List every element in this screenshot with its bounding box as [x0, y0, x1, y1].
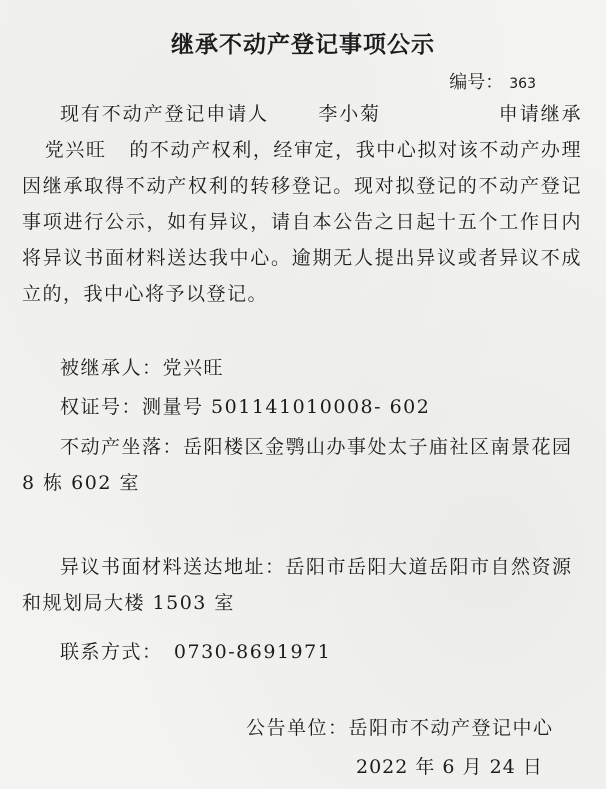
- certificate-label: 权证号：: [60, 396, 143, 418]
- decedent-name: 党兴旺: [44, 139, 107, 161]
- objection-address-line: [22, 549, 584, 621]
- heir-label: 被继承人：: [60, 357, 163, 379]
- intro-text-2: 申请继承: [498, 103, 582, 125]
- heir-line: [22, 350, 584, 386]
- issuer-line: [246, 713, 554, 740]
- issuer-label: 公告单位：: [246, 717, 349, 739]
- location-label: 不动产坐落：: [60, 436, 184, 458]
- intro-text-1: 现有不动产登记申请人: [60, 103, 269, 125]
- intro-text-3: 的不动产权利，经审定，我中心拟对该不动产办理因继承取得不动产权利的转移登记。现对拟登记的不动产登记事项进行公示，如有异议，请自本公告之日起十五个工作日内将异议书面材料送达我中心。逾期无人提出异议或者异议不成立的，我中心将予以登记。: [22, 139, 582, 305]
- contact-line: [22, 634, 584, 670]
- serial-label: 编号：: [449, 72, 504, 93]
- objection-address-label: 异议书面材料送达地址：: [60, 556, 286, 578]
- notice-paragraph: [22, 96, 582, 312]
- serial-number-line: [449, 68, 536, 94]
- heir-value: 党兴旺: [162, 357, 225, 379]
- contact-label: 联系方式：: [60, 641, 163, 663]
- issuer-value: 岳阳市不动产登记中心: [348, 717, 554, 739]
- issue-date: 2022 年 6 月 24 日: [356, 756, 543, 778]
- objection-address-value: 岳阳市岳阳大道岳阳市自然资源和规划局大楼 1503 室: [22, 556, 573, 614]
- document-title: 继承不动产登记事项公示: [171, 32, 435, 58]
- location-line: [22, 429, 584, 501]
- certificate-line: [22, 389, 584, 425]
- certificate-value: 测量号 501141010008- 602: [142, 396, 431, 418]
- serial-number: 363: [509, 76, 536, 92]
- applicant-name: 李小菊: [318, 103, 381, 125]
- location-value: 岳阳楼区金鹗山办事处太子庙社区南景花园 8 栋 602 室: [22, 436, 573, 494]
- contact-value: 0730-8691971: [173, 641, 332, 663]
